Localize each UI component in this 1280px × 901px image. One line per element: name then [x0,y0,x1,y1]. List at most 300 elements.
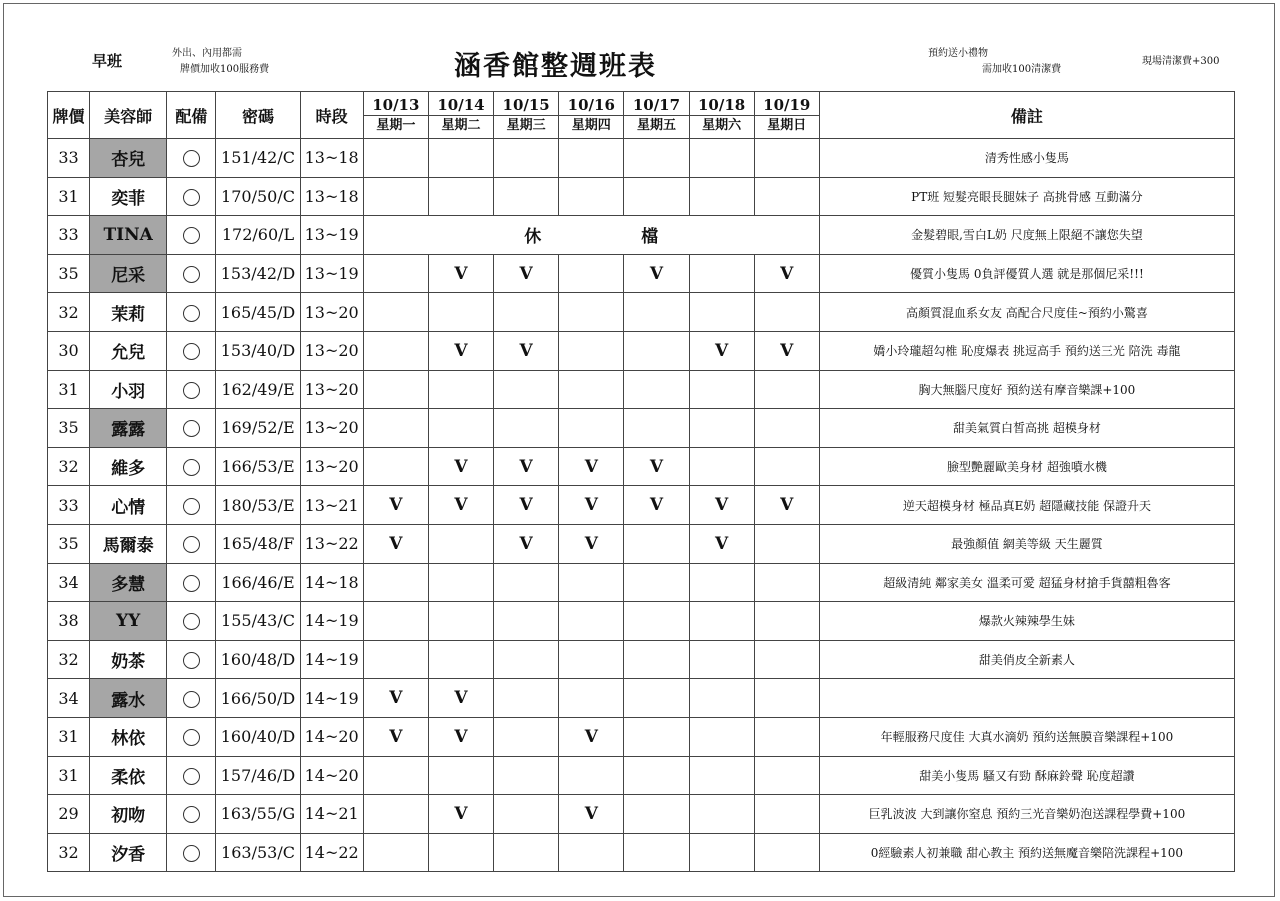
table-row [48,331,1235,370]
day-cell [754,679,819,718]
day-cell: V [494,447,559,486]
day-cell [363,833,428,872]
day-cell [689,139,754,178]
shift-label: 早班 [92,52,123,70]
day-cell: V [689,524,754,563]
equip-circle-icon [183,729,200,746]
weekday-label: 星期六 [690,115,754,136]
day-cell [494,409,559,448]
day-cell [754,293,819,332]
day-cell [624,833,689,872]
equip-circle-icon [183,845,200,862]
code-cell: 151/42/C [216,139,300,178]
code-cell: 165/45/D [216,293,300,332]
equip-circle-icon [183,459,200,476]
day-cell: V [624,254,689,293]
code-cell: 166/50/D [216,679,300,718]
day-cell [689,717,754,756]
code-cell: 160/40/D [216,717,300,756]
page-title: 涵香館整週班表 [454,51,657,82]
code-cell: 165/48/F [216,524,300,563]
equip-circle-icon [183,652,200,669]
day-cell [494,139,559,178]
time-slot-cell: 13~22 [300,524,363,563]
time-slot-cell: 13~18 [300,177,363,216]
date-label: 10/19 [763,95,811,114]
day-cell [428,563,493,602]
day-cell: V [428,447,493,486]
equip-cell [167,293,216,332]
table-row [48,177,1235,216]
date-label: 10/18 [697,95,746,114]
day-cell: V [689,331,754,370]
price-cell: 32 [48,640,90,679]
price-cell: 35 [48,409,90,448]
equip-circle-icon [183,498,200,515]
day-cell [689,679,754,718]
code-cell: 153/42/D [216,254,300,293]
col-header-equip: 配備 [167,92,216,139]
day-cell [559,370,624,409]
day-cell [559,756,624,795]
weekday-label: 星期二 [429,115,493,136]
equip-cell [167,370,216,409]
day-cell [754,602,819,641]
day-cell [559,254,624,293]
price-cell: 31 [48,177,90,216]
day-cell [363,254,428,293]
remark-cell: PT班 短髮亮眼長腿妹子 高挑骨感 互動滿分 [819,177,1234,216]
time-slot-cell: 13~20 [300,447,363,486]
stylist-name: 杏兒 [90,139,167,178]
price-cell: 33 [48,486,90,525]
equip-cell [167,447,216,486]
day-cell: V [559,524,624,563]
remark-cell: 甜美俏皮全新素人 [819,640,1234,679]
day-cell [754,370,819,409]
day-cell [363,756,428,795]
day-cell: V [363,486,428,525]
equip-circle-icon [183,305,200,322]
day-cell [624,640,689,679]
stylist-name: 露水 [90,679,167,718]
remark-cell: 0經驗素人初兼職 甜心教主 預約送無魔音樂陪洗課程+100 [819,833,1234,872]
schedule-table [47,91,1235,872]
day-cell: V [559,486,624,525]
day-cell [754,177,819,216]
col-header-name: 美容師 [90,92,167,139]
time-slot-cell: 13~18 [300,139,363,178]
time-slot-cell: 13~20 [300,293,363,332]
day-cell: V [494,486,559,525]
day-cell [689,293,754,332]
day-cell: V [363,717,428,756]
stylist-name: 茉莉 [90,293,167,332]
note-right-line1: 預約送小禮物 [928,48,988,59]
equip-cell [167,679,216,718]
day-cell [363,602,428,641]
day-cell [428,602,493,641]
price-cell: 33 [48,216,90,255]
price-cell: 31 [48,717,90,756]
time-slot-cell: 13~20 [300,370,363,409]
weekday-label: 星期日 [755,115,819,136]
code-cell: 170/50/C [216,177,300,216]
price-cell: 30 [48,331,90,370]
day-cell [559,602,624,641]
day-cell [754,139,819,178]
table-row [48,254,1235,293]
code-cell: 166/53/E [216,447,300,486]
date-label: 10/15 [502,95,550,114]
code-cell: 157/46/D [216,756,300,795]
code-cell: 172/60/L [216,216,300,255]
day-cell [754,563,819,602]
stylist-name: 尼采 [90,254,167,293]
code-cell: 169/52/E [216,409,300,448]
equip-cell [167,331,216,370]
col-header-date [363,92,428,139]
leave-label: 休 [524,227,542,248]
table-row [48,679,1235,718]
day-cell [754,524,819,563]
day-cell [494,756,559,795]
equip-circle-icon [183,613,200,630]
day-cell [624,756,689,795]
col-header-time: 時段 [300,92,363,139]
remark-cell: 逆天超模身材 極品真E奶 超隱藏技能 保證升天 [819,486,1234,525]
time-slot-cell: 14~19 [300,602,363,641]
day-cell: V [428,486,493,525]
remark-cell: 高顏質混血系女友 高配合尺度佳~預約小驚喜 [819,293,1234,332]
day-cell [689,640,754,679]
leave-label: 檔 [641,227,659,248]
day-cell [494,563,559,602]
day-cell: V [363,679,428,718]
table-row [48,370,1235,409]
day-cell [428,139,493,178]
date-label: 10/16 [567,95,615,114]
stylist-name: 露露 [90,409,167,448]
remark-cell: 超級清純 鄰家美女 溫柔可愛 超猛身材搶手貨囍粗魯客 [819,563,1234,602]
col-header-date [494,92,559,139]
time-slot-cell: 13~20 [300,409,363,448]
price-cell: 33 [48,139,90,178]
date-label: 10/14 [437,95,485,114]
price-cell: 29 [48,795,90,834]
code-cell: 163/53/C [216,833,300,872]
day-cell [428,524,493,563]
table-body [48,139,1235,872]
date-label: 10/17 [632,95,681,114]
equip-cell [167,486,216,525]
table-row [48,563,1235,602]
day-cell [494,717,559,756]
remark-cell: 爆款火辣辣學生妹 [819,602,1234,641]
day-cell: V [428,331,493,370]
day-cell: V [363,524,428,563]
day-cell [689,254,754,293]
remark-cell: 嬌小玲瓏超勾椎 恥度爆表 挑逗高手 預約送三光 陪洗 毒龍 [819,331,1234,370]
price-cell: 38 [48,602,90,641]
stylist-name: 小羽 [90,370,167,409]
remark-cell: 胸大無腦尺度好 預約送有摩音樂課+100 [819,370,1234,409]
price-cell: 32 [48,833,90,872]
price-cell: 34 [48,679,90,718]
day-cell [559,293,624,332]
equip-circle-icon [183,536,200,553]
stylist-name: 馬爾泰 [90,524,167,563]
day-cell [754,833,819,872]
remark-cell: 優質小隻馬 0負評優質人選 就是那個尼采!!! [819,254,1234,293]
equip-cell [167,177,216,216]
stylist-name: 柔依 [90,756,167,795]
stylist-name: 允兒 [90,331,167,370]
remark-cell: 甜美氣質白皙高挑 超模身材 [819,409,1234,448]
table-row [48,486,1235,525]
equip-cell [167,216,216,255]
note-right-cleaning-fee: 現場清潔費+300 [1142,56,1220,67]
code-cell: 153/40/D [216,331,300,370]
day-cell [494,177,559,216]
day-cell [363,447,428,486]
day-cell: V [559,795,624,834]
col-header-price: 牌價 [48,92,90,139]
header-row [48,92,1235,139]
weekday-label: 星期四 [559,115,623,136]
day-cell: V [428,679,493,718]
stylist-name: 汐香 [90,833,167,872]
equip-cell [167,524,216,563]
remark-cell: 巨乳波波 大到讓你窒息 預約三光音樂奶泡送課程學費+100 [819,795,1234,834]
day-cell [428,293,493,332]
day-cell [754,409,819,448]
day-cell [428,833,493,872]
equip-circle-icon [183,575,200,592]
day-cell: V [754,331,819,370]
day-cell [428,640,493,679]
day-cell [494,602,559,641]
equip-cell [167,640,216,679]
equip-cell [167,139,216,178]
col-header-date [754,92,819,139]
day-cell [363,640,428,679]
note-right-line2: 需加收100清潔費 [982,64,1062,75]
date-label: 10/13 [372,95,420,114]
day-cell [754,447,819,486]
table-row [48,833,1235,872]
day-cell [689,409,754,448]
day-cell: V [428,795,493,834]
day-cell: V [428,254,493,293]
equip-cell [167,254,216,293]
remark-cell: 臉型艷麗歐美身材 超強噴水機 [819,447,1234,486]
table-row [48,139,1235,178]
weekday-label: 星期三 [494,115,558,136]
price-cell: 32 [48,293,90,332]
day-cell: V [754,486,819,525]
day-cell [624,602,689,641]
day-cell [494,293,559,332]
day-cell [624,524,689,563]
time-slot-cell: 14~20 [300,717,363,756]
stylist-name: 多慧 [90,563,167,602]
day-cell [363,293,428,332]
col-header-remark: 備註 [819,92,1234,139]
day-cell: V [494,331,559,370]
time-slot-cell: 14~19 [300,640,363,679]
equip-circle-icon [183,150,200,167]
day-cell [624,795,689,834]
day-cell [559,563,624,602]
price-cell: 35 [48,254,90,293]
time-slot-cell: 14~22 [300,833,363,872]
day-cell [428,177,493,216]
day-cell [559,139,624,178]
table-row [48,216,1235,255]
price-cell: 31 [48,756,90,795]
equip-cell [167,756,216,795]
remark-cell: 金髮碧眼,雪白L奶 尺度無上限絕不讓您失望 [819,216,1234,255]
time-slot-cell: 14~20 [300,756,363,795]
day-cell [754,717,819,756]
equip-circle-icon [183,382,200,399]
day-cell: V [428,717,493,756]
col-header-code: 密碼 [216,92,300,139]
day-cell [689,370,754,409]
day-cell [559,177,624,216]
stylist-name: 林依 [90,717,167,756]
stylist-name: TINA [90,216,167,255]
day-cell [624,370,689,409]
stylist-name: 奕菲 [90,177,167,216]
day-cell [624,293,689,332]
stylist-name: 維多 [90,447,167,486]
day-cell [494,679,559,718]
equip-circle-icon [183,343,200,360]
day-cell [754,795,819,834]
code-cell: 180/53/E [216,486,300,525]
time-slot-cell: 14~21 [300,795,363,834]
day-cell: V [624,447,689,486]
remark-cell: 清秀性感小隻馬 [819,139,1234,178]
col-header-date [624,92,689,139]
day-cell [494,640,559,679]
remark-cell: 甜美小隻馬 騷又有勁 酥麻鈴聲 恥度超讚 [819,756,1234,795]
day-cell [363,177,428,216]
table-row [48,640,1235,679]
day-cell [363,409,428,448]
day-cell [494,833,559,872]
equip-circle-icon [183,806,200,823]
day-cell [428,370,493,409]
day-cell [754,756,819,795]
day-cell [494,370,559,409]
table-row [48,524,1235,563]
price-cell: 31 [48,370,90,409]
day-cell [624,409,689,448]
table-row [48,447,1235,486]
day-cell [689,795,754,834]
col-header-date [559,92,624,139]
day-cell [559,833,624,872]
table-row [48,602,1235,641]
price-cell: 32 [48,447,90,486]
remark-cell [819,679,1234,718]
price-cell: 35 [48,524,90,563]
equip-cell [167,602,216,641]
day-cell [689,833,754,872]
day-cell [689,177,754,216]
table-row [48,717,1235,756]
day-cell [363,795,428,834]
equip-cell [167,717,216,756]
stylist-name: 心情 [90,486,167,525]
remark-cell: 最強顏值 網美等級 天生麗質 [819,524,1234,563]
day-cell [689,447,754,486]
day-cell [624,177,689,216]
day-cell [363,370,428,409]
day-cell [624,139,689,178]
equip-circle-icon [183,691,200,708]
day-cell: V [494,524,559,563]
time-slot-cell: 13~20 [300,331,363,370]
day-cell [363,331,428,370]
table-row [48,795,1235,834]
col-header-date [689,92,754,139]
day-cell [428,756,493,795]
weekday-label: 星期五 [624,115,688,136]
code-cell: 160/48/D [216,640,300,679]
day-cell [624,717,689,756]
equip-circle-icon [183,189,200,206]
equip-circle-icon [183,768,200,785]
equip-cell [167,409,216,448]
stylist-name: 奶茶 [90,640,167,679]
code-cell: 166/46/E [216,563,300,602]
day-cell [624,331,689,370]
day-cell [494,795,559,834]
code-cell: 163/55/G [216,795,300,834]
day-cell [363,139,428,178]
day-cell [559,679,624,718]
day-cell [624,679,689,718]
stylist-name: 初吻 [90,795,167,834]
equip-cell [167,833,216,872]
note-left-line1: 外出、內用都需 [172,48,242,59]
day-cell [559,640,624,679]
equip-circle-icon [183,420,200,437]
stylist-name: YY [90,602,167,641]
day-cell [689,756,754,795]
time-slot-cell: 14~19 [300,679,363,718]
day-cell [624,563,689,602]
day-cell [754,640,819,679]
time-slot-cell: 14~18 [300,563,363,602]
day-cell [428,409,493,448]
time-slot-cell: 13~19 [300,216,363,255]
day-cell: V [494,254,559,293]
price-cell: 34 [48,563,90,602]
code-cell: 162/49/E [216,370,300,409]
day-cell: V [689,486,754,525]
day-cell [689,602,754,641]
note-left-line2: 牌價加收100服務費 [180,64,270,75]
leave-cell [363,216,819,255]
equip-circle-icon [183,227,200,244]
weekday-label: 星期一 [364,115,428,136]
code-cell: 155/43/C [216,602,300,641]
